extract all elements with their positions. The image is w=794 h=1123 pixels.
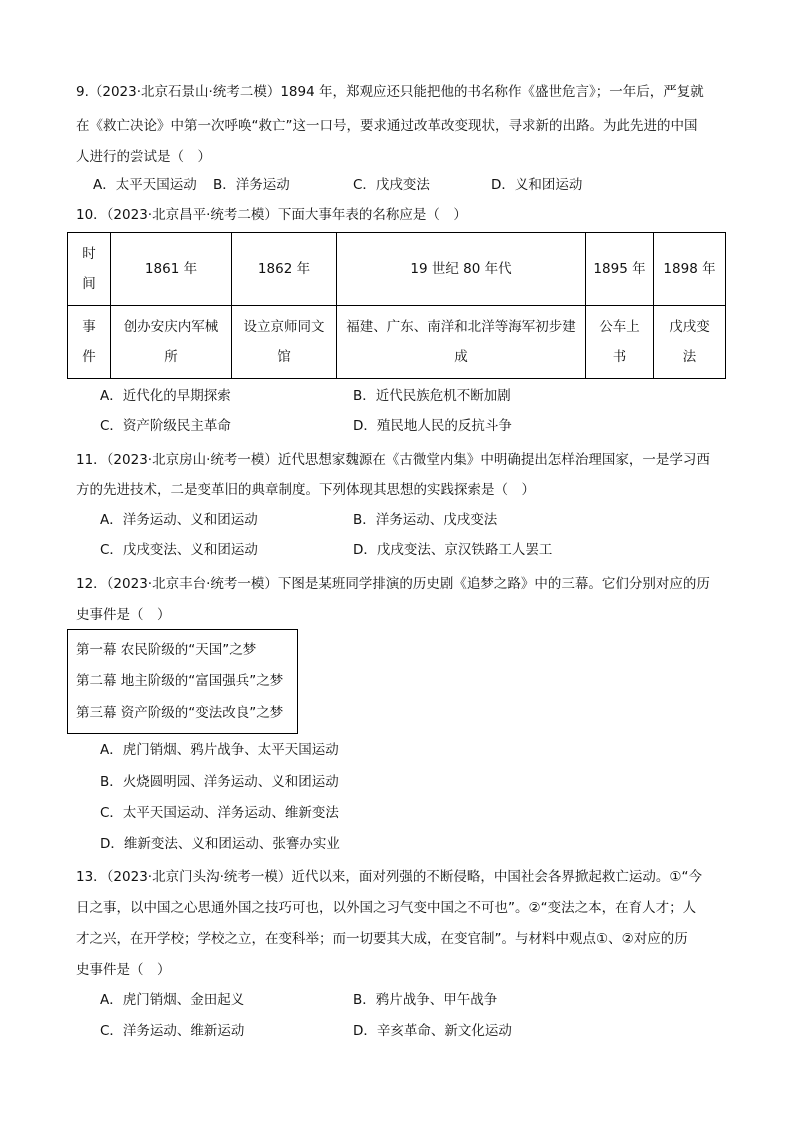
- q12-option-c[interactable]: C．太平天国运动、洋务运动、维新变法: [100, 805, 339, 821]
- q9-stem-line-3: 人进行的尝试是（ ）: [76, 149, 211, 165]
- q13-option-c[interactable]: C．洋务运动、维新运动: [100, 1023, 245, 1039]
- q9-stem-line-1: 9.（2023·北京石景山·统考二模）1894 年，郑观应还只能把他的书名称作《盛世危言》；一年后，严复就: [76, 84, 704, 100]
- q12-act-2: 第二幕 地主阶级的“富国强兵”之梦: [76, 673, 284, 689]
- q11-stem-line-2: 方的先进技术，二是变革旧的典章制度。下列体现其思想的实践探索是（ ）: [76, 482, 535, 498]
- q10-header-time: 时 间: [68, 233, 111, 306]
- q13-option-a[interactable]: A．虎门销烟、金田起义: [100, 992, 245, 1008]
- q11-option-d[interactable]: D．戊戌变法、京汉铁路工人罢工: [353, 542, 553, 558]
- q10-chronology-table: [67, 232, 726, 379]
- q9-option-d[interactable]: D．义和团运动: [491, 177, 583, 193]
- q10-option-c[interactable]: C．资产阶级民主革命: [100, 418, 231, 434]
- q11-stem-line-1: 11．（2023·北京房山·统考一模）近代思想家魏源在《古微堂内集》中明确提出怎样治理国家，一是学习西: [76, 452, 710, 468]
- q10-year-cell: 1861 年: [111, 233, 232, 306]
- q9-stem-line-2: 在《救亡决论》中第一次呼唤“救亡”这一口号，要求通过改革改变现状，寻求新的出路。为此先进的中国: [76, 118, 698, 134]
- q10-event-cell: 戊戌变 法: [654, 306, 726, 379]
- q10-year-cell: 1862 年: [232, 233, 337, 306]
- q10-year-cell: 1895 年: [586, 233, 654, 306]
- q13-stem-line-1: 13．（2023·北京门头沟·统考一模）近代以来，面对列强的不断侵略，中国社会各界掀起救亡运动。①“今: [76, 869, 702, 885]
- q10-event-cell: 福建、广东、南洋和北洋等海军初步建 成: [337, 306, 586, 379]
- q10-option-a[interactable]: A．近代化的早期探索: [100, 388, 231, 404]
- q13-option-b[interactable]: B．鸦片战争、甲午战争: [353, 992, 498, 1008]
- q12-acts-box: [67, 629, 298, 734]
- q10-year-cell: 19 世纪 80 年代: [337, 233, 586, 306]
- q12-option-d[interactable]: D．维新变法、义和团运动、张謇办实业: [100, 836, 340, 852]
- q10-event-cell: 设立京师同文 馆: [232, 306, 337, 379]
- q12-stem-line-2: 史事件是（ ）: [76, 607, 171, 623]
- q10-event-cell: 公车上 书: [586, 306, 654, 379]
- q10-year-cell: 1898 年: [654, 233, 726, 306]
- q13-option-d[interactable]: D．辛亥革命、新文化运动: [353, 1023, 512, 1039]
- q10-event-cell: 创办安庆内军械 所: [111, 306, 232, 379]
- q9-option-b[interactable]: B．洋务运动: [213, 177, 290, 193]
- q12-act-3: 第三幕 资产阶级的“变法改良”之梦: [76, 705, 284, 721]
- q12-option-a[interactable]: A．虎门销烟、鸦片战争、太平天国运动: [100, 742, 339, 758]
- q12-stem-line-1: 12．（2023·北京丰台·统考一模）下图是某班同学排演的历史剧《追梦之路》中的三幕。它们分别对应的历: [76, 576, 710, 592]
- q13-stem-line-2: 日之事，以中国之心思通外国之技巧可也，以外国之习气变中国之不可也”。②“变法之本，在育人才；人: [76, 900, 697, 916]
- q10-option-b[interactable]: B．近代民族危机不断加剧: [353, 388, 511, 404]
- q13-stem-line-3: 才之兴，在开学校；学校之立，在变科举；而一切要其大成，在变官制”。与材料中观点①、②对应的历: [76, 931, 688, 947]
- q13-stem-line-4: 史事件是（ ）: [76, 962, 171, 978]
- q9-option-c[interactable]: C．戊戌变法: [353, 177, 430, 193]
- q12-option-b[interactable]: B．火烧圆明园、洋务运动、义和团运动: [100, 774, 339, 790]
- q11-option-a[interactable]: A．洋务运动、义和团运动: [100, 512, 258, 528]
- q11-option-b[interactable]: B．洋务运动、戊戌变法: [353, 512, 498, 528]
- q9-option-a[interactable]: A．太平天国运动: [93, 177, 197, 193]
- q10-header-event: 事 件: [68, 306, 111, 379]
- q12-act-1: 第一幕 农民阶级的“天国”之梦: [76, 642, 257, 658]
- q10-option-d[interactable]: D．殖民地人民的反抗斗争: [353, 418, 512, 434]
- q11-option-c[interactable]: C．戊戌变法、义和团运动: [100, 542, 258, 558]
- q10-stem: 10．（2023·北京昌平·统考二模）下面大事年表的名称应是（ ）: [76, 207, 467, 223]
